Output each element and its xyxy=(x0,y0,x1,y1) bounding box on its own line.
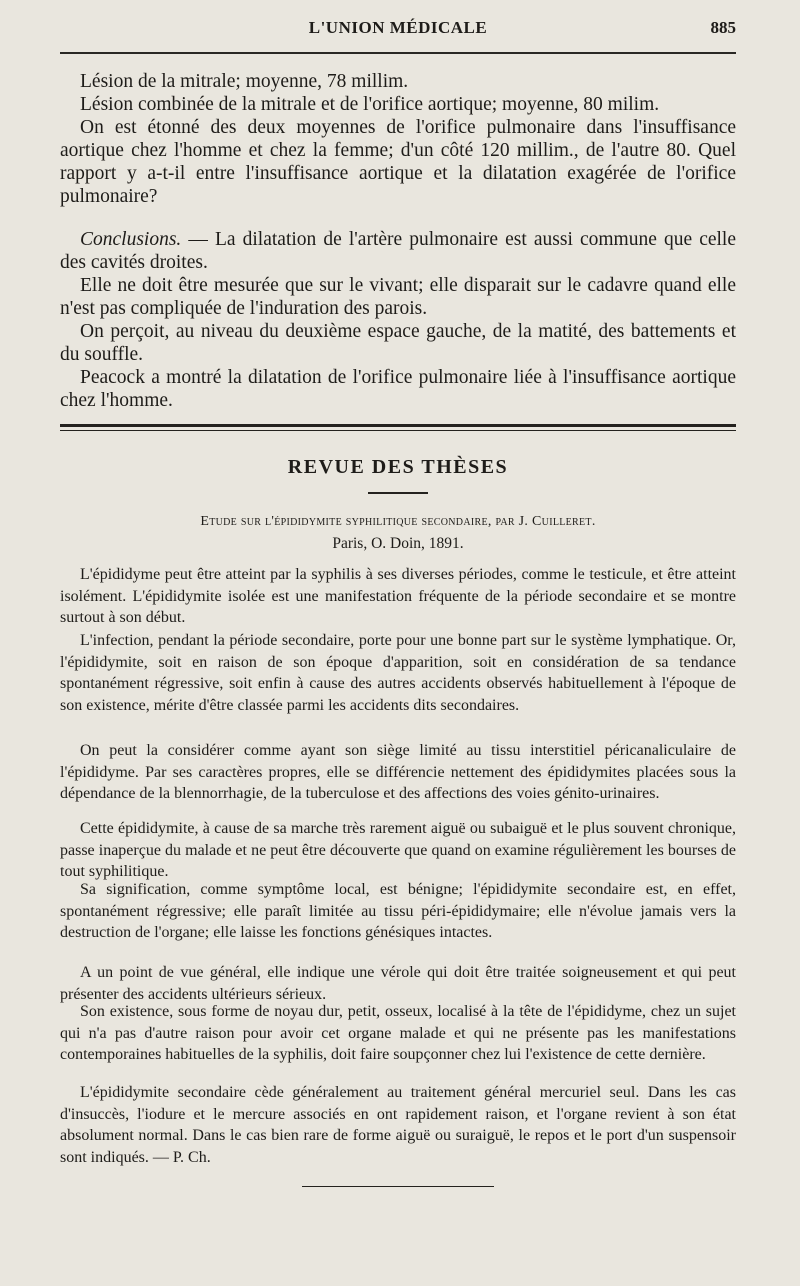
end-rule xyxy=(302,1186,494,1187)
running-title: L'UNION MÉDICALE xyxy=(308,18,488,37)
paragraph: Cette épididymite, à cause de sa marche très rarement aiguë ou subaiguë et le plus souvent chronique, passe inaperçue du malade et ne peut être découverte que quand on examine régulièrement les bourses de tout syphilitique. xyxy=(60,820,736,881)
paragraph: Peacock a montré la dilatation de l'orifice pulmonaire liée à l'insuffisance aortique chez l'homme. xyxy=(60,367,736,411)
paragraph: On peut la considérer comme ayant son siège limité au tissu interstitiel péricanaliculaire de l'épididyme. Par ses caractères propres, elle se différencie nettement des épididymites placées sous la dépendance de la blennorrhagie, de la tuberculose et des affections des voies génito-urinaires. xyxy=(60,742,736,803)
paragraph: Elle ne doit être mesurée que sur le vivant; elle disparait sur le cadavre quand elle n'est pas compliquée de l'induration des parois. xyxy=(60,275,736,319)
conclusions-text: — La dilatation de l'artère pulmonaire est aussi commune que celle des cavités droites. xyxy=(60,229,736,273)
paragraph: A un point de vue général, elle indique une vérole qui doit être traitée soigneusement et qui peut présenter des accidents ultérieurs sérieux. xyxy=(60,964,736,1003)
section-title: REVUE DES THÈSES xyxy=(287,456,509,478)
section-divider xyxy=(60,430,736,431)
page-number: 885 xyxy=(710,18,736,37)
paragraph: Son existence, sous forme de noyau dur, petit, osseux, localisé à la tête de l'épididyme, chez un sujet qui n'a pas d'autre raison pour avoir cet organe malade et qui ne présente pas les manifestations contemporaines habituelles de la syphilis, doit faire soupçonner chez lui l'existence de cette dernière. xyxy=(60,1003,736,1064)
paragraph: On est étonné des deux moyennes de l'orifice pulmonaire dans l'insuffisance aortique chez l'homme et chez la femme; d'un côté 120 millim., de l'autre 80. Quel rapport y a-t-il entre l'insuffisance aortique et la dilatation exagérée de l'orifice pulmonaire? xyxy=(60,117,736,207)
review-reference-publisher: Paris, O. Doin, 1891. xyxy=(332,535,464,552)
review-reference-title: Etude sur l'épididymite syphilitique secondaire, par J. Cuilleret. xyxy=(200,514,596,529)
paragraph: L'épididyme peut être atteint par la syphilis à ses diverses périodes, comme le testicule, et être atteint isolément. L'épididymite isolée est une manifestation fréquente de la période secondaire et se montre surtout à son début. xyxy=(60,566,736,627)
section-divider xyxy=(60,424,736,427)
header-rule xyxy=(60,52,736,54)
paragraph: Sa signification, comme symptôme local, est bénigne; l'épididymite secondaire est, en effet, spontanément régressive; elle paraît limitée au tissu péri-épididymaire; elle n'évolue jamais vers la destruction de l'organe; elle laisse les fonctions génésiques intactes. xyxy=(60,881,736,942)
conclusions-paragraph xyxy=(60,228,736,274)
title-rule xyxy=(368,492,428,494)
paragraph: Lésion de la mitrale; moyenne, 78 millim. xyxy=(80,71,409,92)
conclusions-label: Conclusions. xyxy=(80,229,182,250)
paragraph: L'épididymite secondaire cède généralement au traitement général mercuriel seul. Dans les cas d'insuccès, l'iodure et le mercure associés en ont rapidement raison, et l'organe revient à son état absolument normal. Dans le cas bien rare de forme aiguë ou suraiguë, le repos et le port d'un suspensoir sont indiqués. — P. Ch. xyxy=(60,1084,736,1167)
page-header xyxy=(60,18,736,44)
paragraph: Lésion combinée de la mitrale et de l'orifice aortique; moyenne, 80 milim. xyxy=(80,94,660,115)
paragraph: L'infection, pendant la période secondaire, porte pour une bonne part sur le système lymphatique. Or, l'épididymite, soit en raison de son époque d'apparition, soit en considération de sa tendance spontanément régressive, soit enfin à cause des autres accidents observés habituellement à l'époque de son existence, mérite d'être classée parmi les accidents dits secondaires. xyxy=(60,632,736,715)
paragraph: On perçoit, au niveau du deuxième espace gauche, de la matité, des battements et du souffle. xyxy=(60,321,736,365)
